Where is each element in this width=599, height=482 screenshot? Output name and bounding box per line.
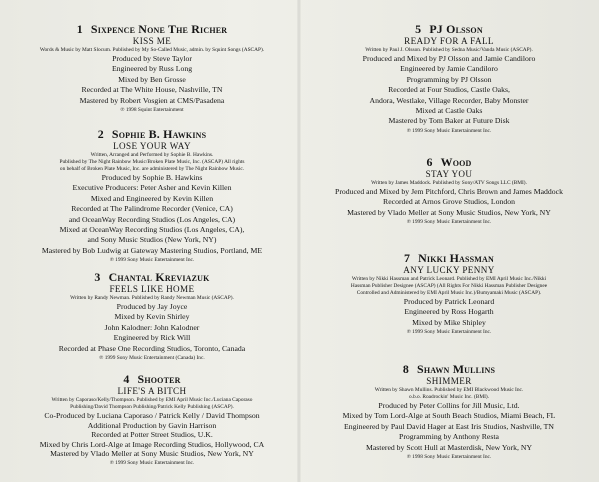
track-song: FEELS LIKE HOME — [109, 284, 195, 294]
track-heading — [7, 127, 297, 141]
track-song: SHIMMER — [426, 376, 472, 386]
track-artist: Shawn Mullins — [417, 362, 496, 376]
credit-line: Engineered by Ross Hogarth — [404, 307, 494, 317]
credit-line: Engineered by Rick Will — [113, 333, 191, 343]
credit-line: Mixed by Kevin Shirley — [114, 312, 190, 322]
credit-line: Programming by PJ Olsson — [406, 74, 492, 84]
track-number: 7 — [403, 251, 411, 265]
track-artist: Nikki Hassman — [418, 251, 495, 265]
credit-line: Produced by Patrick Leonard — [403, 297, 495, 306]
track-2 — [7, 127, 297, 264]
writer-credit: o.b.o. Roadrockin' Music Inc. (BMI). — [408, 394, 489, 400]
copyright-line: ℗ 1999 Sony Music Entertainment Inc. — [406, 219, 492, 226]
credit-line: Produced by Sophie B. Hawkins — [101, 173, 203, 182]
track-heading — [304, 155, 594, 169]
credit-line: Recorded at Potter Street Studios, U.K. — [91, 430, 213, 440]
credit-line: Mixed by Chris Lord-Alge at Image Recording Studios, Hollywood, CA — [39, 439, 265, 449]
writer-credit: Publishing/David Thompson Publishing/Patrick Kelly Publishing (ASCAP). — [70, 404, 234, 410]
track-artist: PJ Olsson — [429, 22, 483, 36]
writer-credit: Written by Randy Newman. Published by Randy Newman Music (ASCAP). — [70, 295, 234, 301]
credit-line: Recorded at The White House, Nashville, TN — [81, 85, 223, 95]
writer-credit: Published by The Night Rainbow Music/Broken Plate Music, Inc. (ASCAP) All rights — [59, 159, 245, 165]
track-number: 4 — [123, 372, 130, 386]
credit-line: Mastered by Robert Vosgien at CMS/Pasadena — [79, 95, 225, 105]
track-song: ANY LUCKY PENNY — [403, 265, 495, 275]
credit-line: Mastered by Tom Baker at Future Disk — [388, 116, 510, 126]
credit-line: Recorded at Four Studios, Castle Oaks, — [388, 85, 510, 95]
credit-line: and Sony Music Studios (New York, NY) — [87, 235, 217, 245]
track-artist: Sixpence None The Richer — [90, 22, 228, 36]
track-song: STAY YOU — [425, 169, 473, 179]
credit-line: Produced by Steve Taylor — [112, 54, 192, 63]
credit-line: Andora, Westlake, Village Recorder, Baby Monster — [369, 95, 529, 105]
writer-credit: Words & Music by Matt Slocum. Published by My So-Called Music, admin. by Squint Songs (ASCAP). — [39, 47, 265, 53]
credit-line: Recorded at Phase One Recording Studios, Toronto, Canada — [58, 343, 246, 353]
track-heading — [304, 22, 594, 36]
copyright-line: ℗ 1998 Squint Entertainment — [120, 107, 184, 114]
credit-line: Produced by Peter Collins for Jill Music, Ltd. — [378, 401, 520, 410]
track-number: 6 — [426, 155, 433, 169]
credit-line: Recorded at The Palindrome Recorder (Venice, CA) — [71, 204, 233, 214]
credit-line: Engineered by Paul David Hager at East Iris Studios, Nashville, TN — [344, 421, 554, 431]
track-number: 8 — [402, 362, 410, 376]
writer-credit: Written by James Maddock. Published by Sony/ATV Songs LLC (BMI). — [371, 180, 527, 186]
copyright-line: ℗ 1999 Sony Music Entertainment (Canada) Inc. — [99, 355, 205, 362]
track-5 — [304, 22, 594, 135]
copyright-line: ℗ 1999 Sony Music Entertainment Inc. — [109, 257, 195, 264]
right-column — [304, 0, 594, 482]
credit-line: Programming by Anthony Resta — [399, 432, 499, 442]
credit-line: John Kalodner: John Kalodner — [104, 322, 200, 332]
credit-line: Recorded at Arnos Grove Studios, London — [383, 197, 515, 207]
left-column — [7, 0, 297, 482]
copyright-line: ℗ 1998 Sony Music Entertainment Inc. — [406, 454, 492, 461]
credit-line: Mixed by Mike Shipley — [412, 317, 486, 327]
track-4 — [7, 372, 297, 467]
track-song: LIFE'S A BITCH — [117, 386, 187, 396]
track-number: 3 — [94, 270, 101, 284]
track-heading — [7, 22, 297, 36]
credit-line: Mastered by Vlado Meller at Sony Music Studios, New York, NY — [347, 207, 551, 217]
credit-line: Engineered by Russ Long — [111, 64, 193, 74]
credit-line: Mixed at Castle Oaks — [415, 106, 483, 116]
track-artist: Shooter — [137, 372, 181, 386]
track-8 — [304, 362, 594, 461]
credit-line: Mastered by Bob Ludwig at Gateway Mastering Studios, Portland, ME — [41, 245, 263, 255]
credit-line: Mastered by Vlado Meller at Sony Music Studios, New York, NY — [50, 449, 254, 459]
writer-credit: Written by Shawn Mullins. Published by EMI Blackwood Music Inc. — [374, 387, 524, 393]
track-heading — [304, 251, 594, 265]
copyright-line: ℗ 1999 Sony Music Entertainment Inc. — [406, 329, 492, 336]
writer-credit: Hassman Publisher Designee (ASCAP) (All Rights For Nikki Hassman Publisher Designee — [350, 283, 548, 289]
credit-line: Mixed and Engineered by Kevin Killen — [90, 193, 214, 203]
credit-line: Engineered by Jamie Candiloro — [400, 64, 498, 74]
credit-line: Mixed by Ben Grosse — [118, 74, 186, 84]
writer-credit: on behalf of Broken Plate Music, Inc. are administered by The Night Rainbow Music. — [59, 166, 245, 172]
track-artist: Sophie B. Hawkins — [111, 127, 207, 141]
credit-line: Additional Production by Gavin Harrison — [87, 420, 217, 430]
track-1 — [7, 22, 297, 114]
copyright-line: ℗ 1999 Sony Music Entertainment Inc. — [406, 127, 492, 134]
credit-line: Produced and Mixed by PJ Olsson and Jamie Candiloro — [362, 54, 536, 63]
booklet-fold — [297, 0, 301, 482]
track-3 — [7, 270, 297, 362]
track-7 — [304, 251, 594, 336]
credit-line: Mixed by Tom Lord-Alge at South Beach Studios, Miami Beach, FL — [342, 411, 556, 421]
track-number: 2 — [97, 127, 104, 141]
credit-line: Produced by Jay Joyce — [116, 302, 188, 311]
credit-line: Produced and Mixed by Jem Pitchford, Chris Brown and James Maddock — [335, 187, 563, 196]
track-heading — [7, 372, 297, 386]
credit-line: and OceanWay Recording Studios (Los Angeles, CA) — [68, 214, 236, 224]
track-heading — [304, 362, 594, 376]
track-number: 1 — [76, 22, 83, 36]
writer-credit: Written by Nikki Hassman and Patrick Leonard. Published by EMI April Music Inc./Nikki — [351, 276, 547, 282]
track-artist: Wood — [440, 155, 472, 169]
track-number: 5 — [415, 22, 422, 36]
credit-line: Executive Producers: Peter Asher and Kevin Killen — [72, 183, 232, 193]
writer-credit: Written, Arranged and Performed by Sophie B. Hawkins. — [90, 152, 214, 158]
track-heading — [7, 270, 297, 284]
copyright-line: ℗ 1999 Sony Music Entertainment Inc. — [109, 459, 195, 466]
credit-line: Co-Produced by Luciana Caporaso / Patrick Kelly / David Thompson — [44, 411, 260, 420]
track-6 — [304, 155, 594, 226]
writer-credit: Written by Paul J. Olsson. Published by Sedna Music/Vanda Music (ASCAP). — [365, 47, 533, 53]
track-song: LOSE YOUR WAY — [113, 141, 191, 151]
track-song: READY FOR A FALL — [404, 36, 494, 46]
writer-credit: Controlled and Administered by EMI April Music Inc.)/Bumyamaki Music (ASCAP). — [356, 290, 542, 296]
track-song: KISS ME — [132, 36, 172, 46]
track-artist: Chantal Kreviazuk — [108, 270, 210, 284]
credit-line: Mastered by Scott Hull at Masterdisk, New York, NY — [365, 442, 533, 452]
credit-line: Mixed at OceanWay Recording Studios (Los Angeles, CA), — [59, 225, 245, 235]
writer-credit: Written by Caporaso/Kelly/Thompson. Published by EMI April Music Inc./Luciana Caporaso — [51, 397, 253, 403]
